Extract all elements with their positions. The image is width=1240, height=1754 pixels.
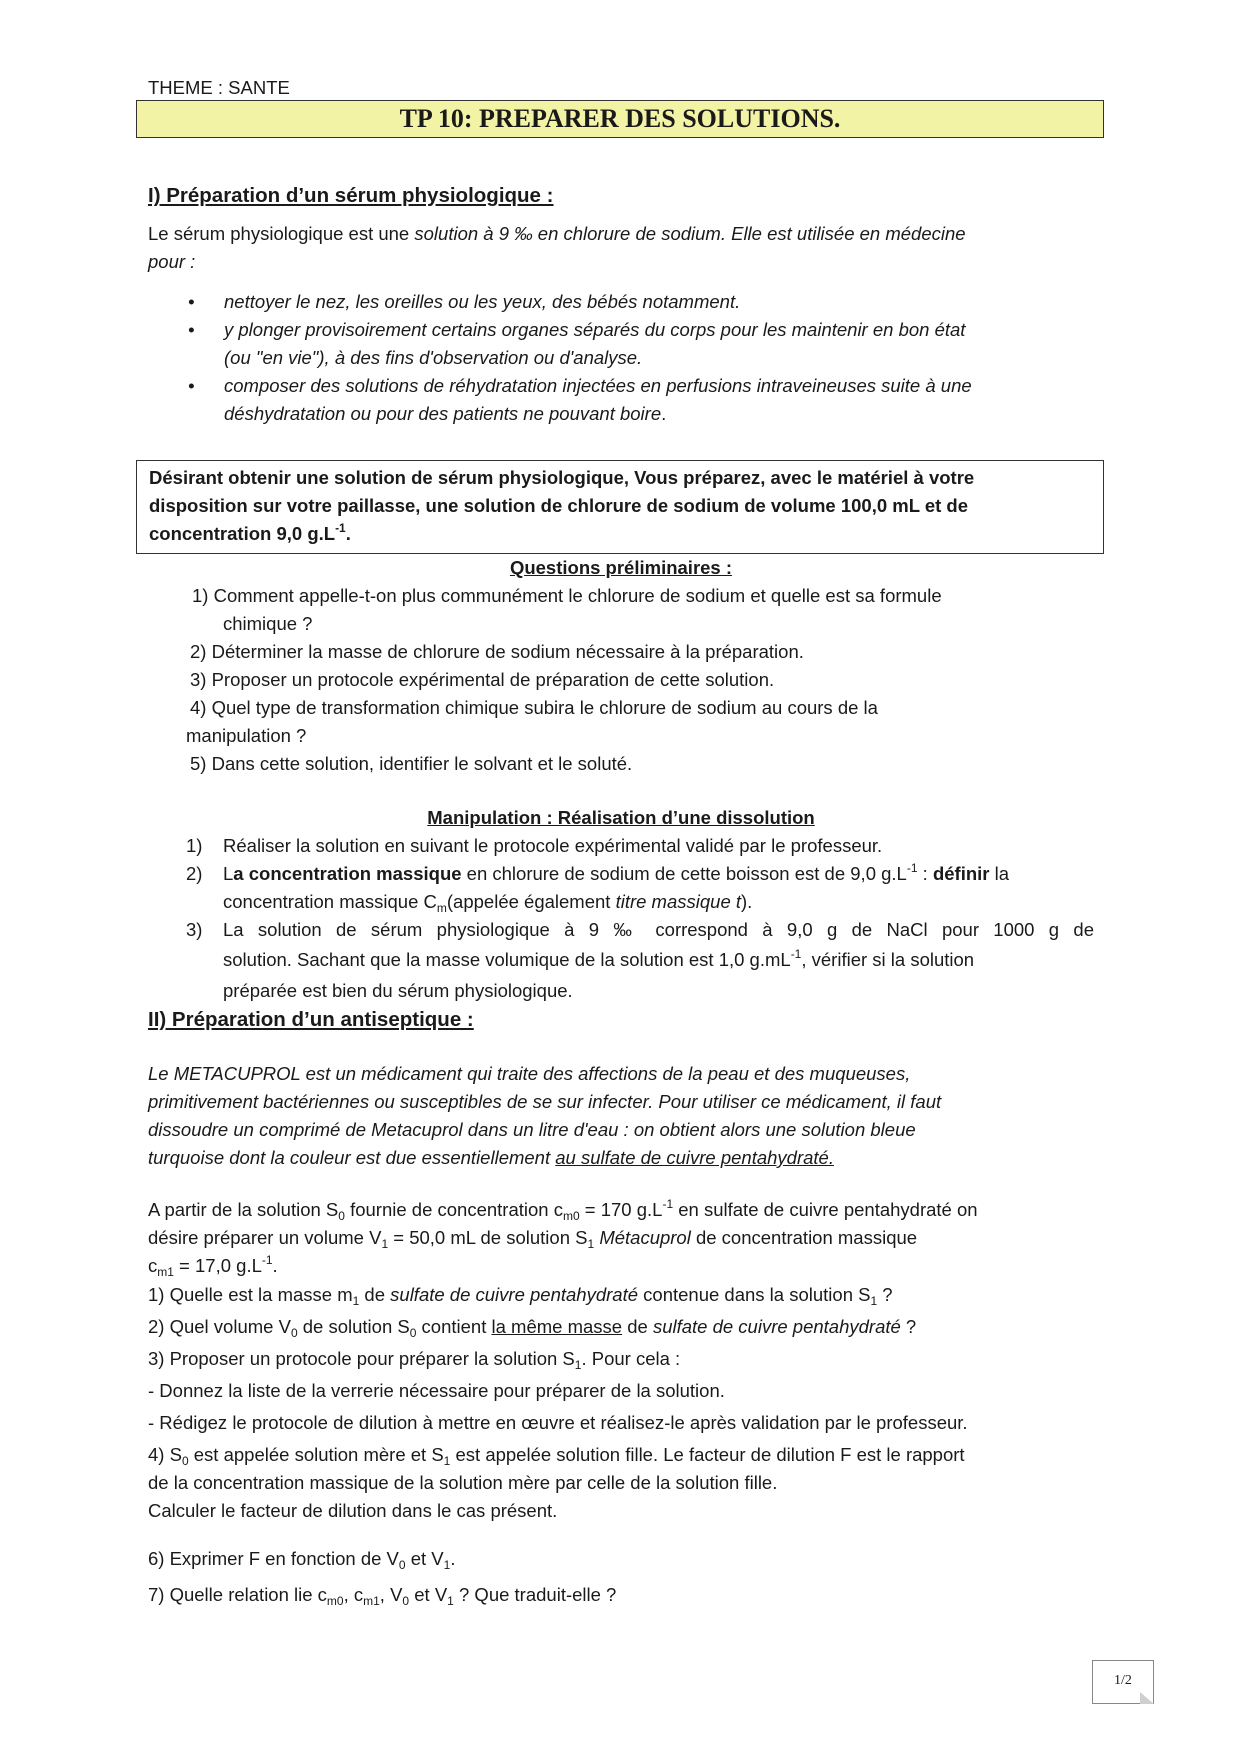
list-item: déshydratation ou pour des patients ne pouvant boire.: [224, 403, 667, 424]
list-item: 3) La solution de sérum physiologique à 9 ‰ correspond à 9,0 g de NaCl pour 1000 g de: [186, 919, 1094, 940]
list-item: • composer des solutions de réhydratation injectées en perfusions intraveineuses suite à une: [188, 375, 972, 396]
list-item: (ou "en vie"), à des fins d'observation ou d'analyse.: [224, 347, 643, 368]
metacuprol-paragraph: Le METACUPROL est un médicament qui traite des affections de la peau et des muqueuses, primitivement bactériennes ou susceptibles de se sur infecter. Pour utiliser ce médicament, il faut dissoudre un comprimé de Metacuprol dans un litre d'eau : on obtient alors une solution bleue turquoise dont la couleur est due essentiellement au sulfate de cuivre pentahydraté.: [148, 1063, 942, 1168]
title-banner: [136, 100, 1104, 138]
task-box: Désirant obtenir une solution de sérum physiologique, Vous préparez, avec le matériel à votre disposition sur votre paillasse, une solution de chlorure de sodium de volume 100,0 mL et de concentration 9,0 $g.L^{-1}$.: [136, 460, 1104, 554]
solution-statement: A partir de la solution $S_0$ fournie de concentration $c_{m0} = 170$ $g.L^{-1}$ en sulfate de cuivre pentahydraté on désire préparer un volume $V_1 = 50,0$ mL de solution $S_1$ Métacuprol de concentration massique $c_{m1} = 17,0$ $g.L^{-1}$. 1) Quelle est la masse $m_1$ de sulfate de cuivre pentahydraté contenue dans la solution $S_1$ ? 2) Quel volume $V_0$ de solution $S_0$ contient la même masse de sulfate de cuivre pentahydraté ? 3) Proposer un protocole pour préparer la solution $S_1$. Pour cela : - Donnez la liste de la verrerie nécessaire pour préparer de la solution. - Rédigez le protocole de dilution à mettre en œuvre et réalisez-le après validation par le professeur. 4) $S_0$ est appelée solution mère et $S_1$ est appelée solution fille. Le facteur de dilution F est le rapport de la concentration massique de la solution mère par celle de la solution fille. Calculer le facteur de dilution dans le cas présent. 6) Exprimer F en fonction de $V_0$ et $V_1$. 7) Quelle relation lie $c_{m0}$, $c_{m1}$, $V_0$ et $V_1$ ? Que traduit-elle ?: [148, 1197, 978, 1608]
usage-list: [148, 288, 1094, 428]
list-item: • nettoyer le nez, les oreilles ou les yeux, des bébés notamment.: [188, 291, 741, 312]
prelim-questions: 1) Comment appelle-t-on plus communément le chlorure de sodium et quelle est sa formule chimique ? 2) Déterminer la masse de chlorure de sodium nécessaire à la préparation. 3) Proposer un protocole expérimental de préparation de cette solution. 4) Quel type de transformation chimique subira le chlorure de sodium au cours de la manipulation ? 5) Dans cette solution, identifier le solvant et le soluté.: [186, 585, 942, 774]
section1-heading: I) Préparation d’un sérum physiologique :: [148, 184, 554, 207]
section2-heading: II) Préparation d’un antiseptique :: [148, 1008, 474, 1031]
page-number: 1/2: [1114, 1673, 1132, 1688]
manip-heading: Manipulation : Réalisation d’une dissolution: [427, 807, 815, 828]
page-curl-icon: [1140, 1692, 1154, 1704]
section1-intro: Le sérum physiologique est une solution à 9 ‰ en chlorure de sodium. Elle est utilisée en médecine pour :: [148, 223, 966, 272]
list-item: 1) Réaliser la solution en suivant le protocole expérimental validé par le professeur.: [186, 835, 883, 856]
page-number-box: [1092, 1660, 1154, 1704]
theme-label: THEME : SANTE: [148, 77, 290, 98]
manip-list: 1) Réaliser la solution en suivant le protocole expérimental validé par le professeur. 2) La concentration massique en chlorure de sodium de cette boisson est de 9,0 $g.L^{-1}$ : définir la concentration massique $C_m(appelée$ également titre massique t). 3) La solution de sérum physiologique à 9 ‰ correspond à 9,0 g de NaCl pour 1000 g de solution. Sachant que la masse volumique de la solution est 1,0 $g.mL^{-1}$, vérifier si la solution préparée est bien du sérum physiologique.: [148, 832, 1094, 1006]
list-item: 2) La concentration massique en chlorure de sodium de cette boisson est de 9,0 $g.L^{-1}$ : définir la: [186, 861, 1010, 884]
page-title: TP 10: PREPARER DES SOLUTIONS.: [399, 104, 841, 133]
list-item: • y plonger provisoirement certains organes séparés du corps pour les maintenir en bon état: [188, 319, 966, 340]
prelim-heading: Questions préliminaires :: [509, 557, 733, 578]
